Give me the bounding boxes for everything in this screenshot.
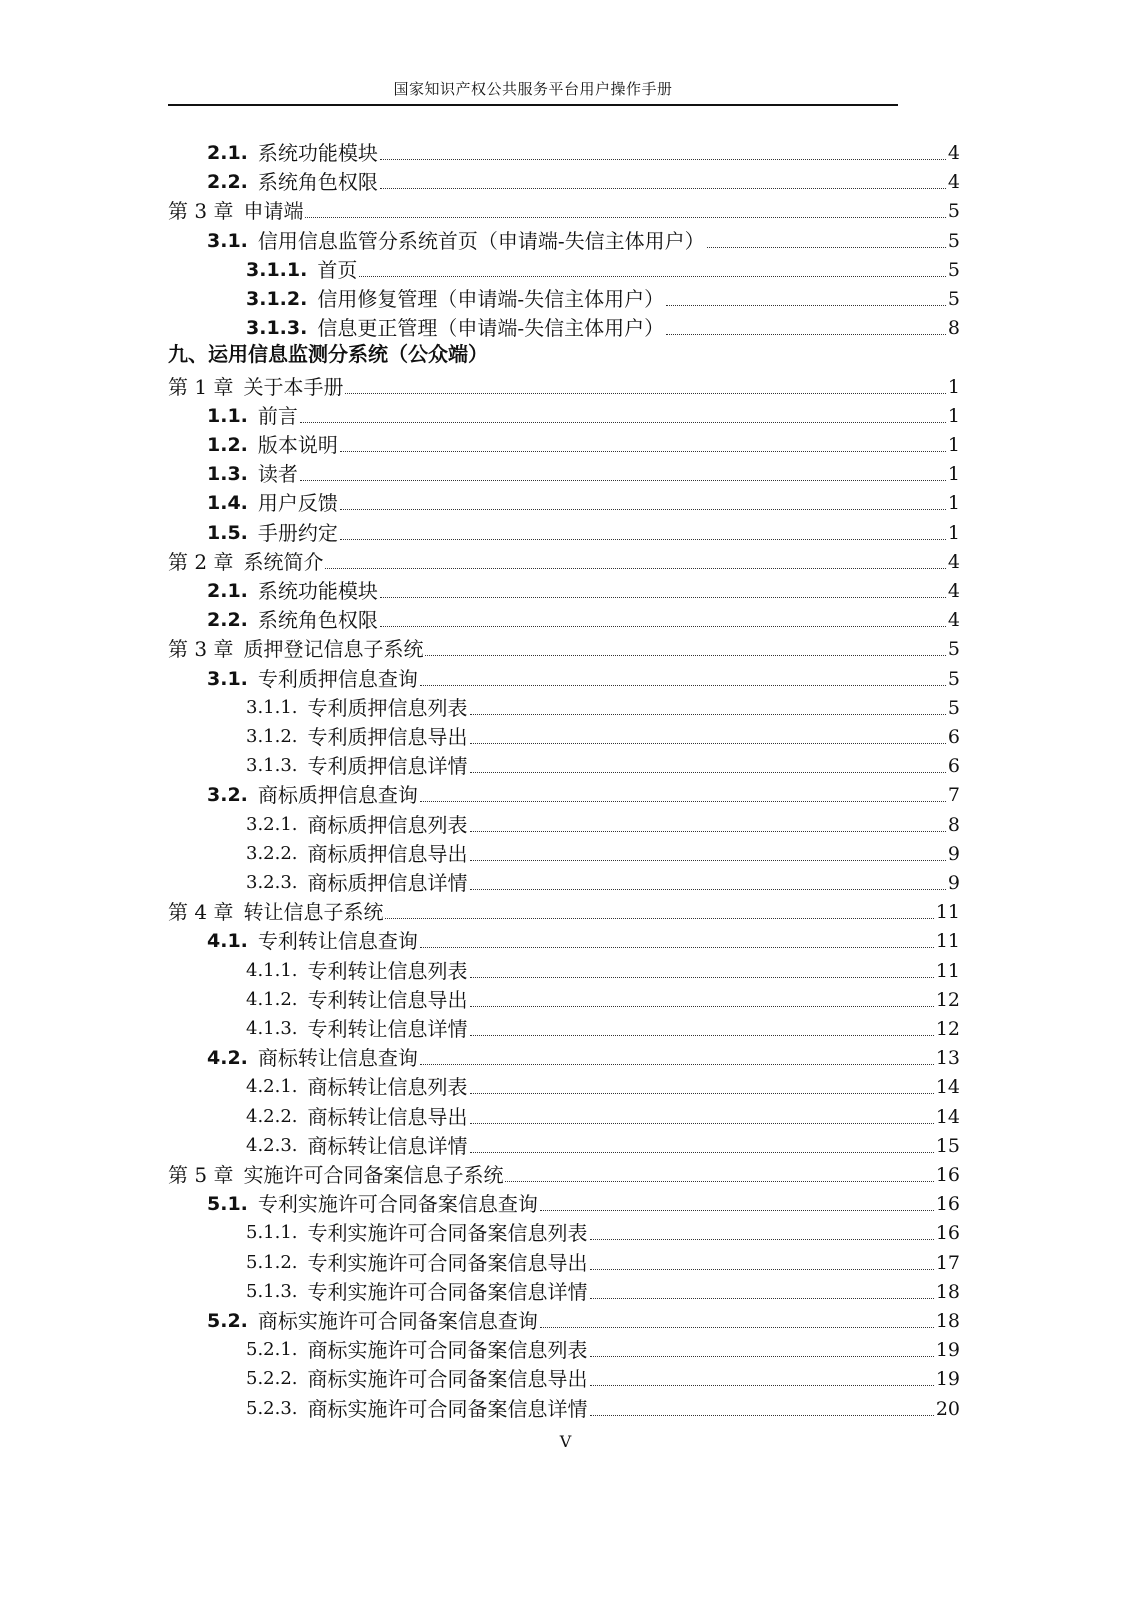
- toc-entry[interactable]: [246, 1246, 960, 1275]
- toc-dot-leader: [420, 685, 946, 686]
- toc-entry-title: 商标质押信息导出: [307, 841, 468, 866]
- toc-entry-page: 9: [947, 872, 960, 894]
- toc-entry-number: 4.2.3.: [246, 1134, 298, 1156]
- toc-dot-leader: [340, 539, 946, 540]
- toc-dot-leader: [385, 918, 933, 919]
- toc-entry[interactable]: [246, 1362, 960, 1391]
- toc-entry-page: 1: [947, 521, 960, 544]
- toc-dot-leader: [305, 217, 945, 218]
- toc-entry-number: 3.1.1.: [246, 696, 298, 718]
- toc-dot-leader: [300, 422, 946, 423]
- toc-entry-number: 3.1.1.: [246, 258, 308, 281]
- toc-dot-leader: [707, 247, 946, 248]
- toc-entry[interactable]: [246, 808, 960, 837]
- toc-entry-title: 实施许可合同备案信息子系统: [243, 1163, 504, 1187]
- toc-entry-page: 5: [947, 638, 960, 661]
- toc-entry-page: 13: [935, 1047, 960, 1070]
- toc-entry[interactable]: [207, 924, 960, 953]
- page-header: 国家知识产权公共服务平台用户操作手册: [393, 80, 673, 98]
- toc-entry-number: 5.1.1.: [246, 1222, 298, 1244]
- toc-entry-number: 4.1.: [207, 930, 248, 953]
- toc-entry-page: 4: [947, 609, 960, 632]
- toc-entry-title: 信用修复管理（申请端-失信主体用户）: [317, 287, 665, 311]
- toc-entry-page: 16: [935, 1164, 960, 1186]
- toc-entry[interactable]: [207, 428, 960, 457]
- toc-entry[interactable]: [246, 983, 960, 1012]
- toc-entry-title: 系统角色权限: [257, 608, 378, 633]
- page-number: V: [559, 1432, 572, 1451]
- toc-entry-page: 1: [947, 463, 960, 486]
- toc-dot-leader: [590, 1298, 934, 1299]
- toc-dot-leader: [470, 1152, 934, 1153]
- toc-entry-number: 2.1.: [207, 580, 248, 602]
- toc-entry[interactable]: [207, 662, 960, 691]
- toc-entry-number: 2.1.: [207, 142, 248, 164]
- toc-entry-page: 1: [947, 492, 960, 515]
- toc-entry[interactable]: [207, 224, 960, 253]
- toc-entry-page: 5: [947, 200, 960, 223]
- toc-entry[interactable]: [246, 1012, 960, 1041]
- toc-entry[interactable]: [207, 165, 960, 194]
- toc-entry-page: 11: [935, 901, 960, 924]
- toc-entry-page: 15: [935, 1134, 960, 1157]
- toc-entry-title: 系统角色权限: [257, 170, 378, 195]
- toc-entry-number: 1.2.: [207, 434, 248, 456]
- toc-entry-number: 5.2.2.: [246, 1368, 298, 1390]
- toc-entry-page: 1: [947, 404, 960, 427]
- toc-entry-title: 专利转让信息列表: [307, 958, 468, 983]
- toc-entry-number: 3.2.: [207, 784, 248, 807]
- toc-entry-page: 4: [947, 171, 960, 194]
- toc-entry-number: 4.2.1.: [246, 1076, 298, 1098]
- toc-entry-number: 3.1.2.: [246, 288, 308, 310]
- toc-entry-number: 3.1.2.: [246, 726, 298, 747]
- toc-entry-number: 1.1.: [207, 404, 248, 427]
- toc-entry-number: 第 4 章: [168, 900, 234, 925]
- toc-entry-title: 信息更正管理（申请端-失信主体用户）: [317, 316, 665, 341]
- toc-entry-number: 5.2.1.: [246, 1339, 298, 1361]
- toc-entry-title: 商标实施许可合同备案信息导出: [307, 1367, 588, 1392]
- header-rule: [168, 104, 898, 106]
- toc-entry[interactable]: [246, 253, 960, 282]
- toc-entry-page: 16: [935, 1193, 960, 1216]
- toc-entry-title: 专利质押信息详情: [307, 754, 468, 779]
- toc-dot-leader: [425, 655, 945, 656]
- toc-entry-number: 第 3 章: [168, 199, 234, 224]
- toc-entry-title: 商标转让信息详情: [307, 1133, 468, 1158]
- toc-dot-leader: [666, 334, 946, 335]
- toc-entry-page: 4: [947, 580, 960, 602]
- toc-entry-page: 16: [935, 1222, 960, 1245]
- toc-entry[interactable]: [207, 1041, 960, 1070]
- toc-entry[interactable]: [246, 1275, 960, 1304]
- toc-entry[interactable]: [168, 1158, 960, 1187]
- toc-entry-number: 2.2.: [207, 609, 248, 632]
- toc-dot-leader: [470, 860, 946, 861]
- toc-entry-number: 3.1.3.: [246, 317, 308, 340]
- toc-entry-page: 1: [947, 375, 960, 398]
- toc-entry-number: 3.1.: [207, 229, 248, 252]
- toc-dot-leader: [345, 393, 945, 394]
- toc-entry[interactable]: [207, 778, 960, 807]
- toc-entry[interactable]: [246, 282, 960, 311]
- toc-entry-title: 商标实施许可合同备案信息详情: [307, 1396, 588, 1421]
- toc-entry[interactable]: [207, 603, 960, 632]
- toc-entry[interactable]: [246, 1216, 960, 1245]
- toc-entry[interactable]: [168, 545, 960, 574]
- toc-entry[interactable]: [246, 1070, 960, 1099]
- toc-dot-leader: [380, 626, 946, 627]
- toc-entry-title: 手册约定: [257, 520, 338, 545]
- section-heading: 九、运用信息监测分系统（公众端）: [168, 342, 488, 367]
- toc-entry-title: 商标质押信息详情: [307, 871, 468, 895]
- toc-entry-number: 第 1 章: [168, 374, 234, 399]
- toc-entry-number: 4.2.2.: [246, 1105, 298, 1127]
- toc-dot-leader: [470, 743, 946, 744]
- toc-entry-title: 版本说明: [257, 433, 338, 457]
- toc-entry-number: 5.1.3.: [246, 1280, 298, 1302]
- toc-entry-title: 专利转让信息详情: [307, 1017, 468, 1041]
- toc-entry[interactable]: [246, 749, 960, 778]
- toc-dot-leader: [470, 1123, 934, 1124]
- toc-entry[interactable]: [246, 837, 960, 866]
- toc-entry-number: 第 2 章: [168, 549, 234, 574]
- toc-entry[interactable]: [207, 1187, 960, 1216]
- toc-dot-leader: [470, 889, 946, 890]
- toc-entry-page: 20: [935, 1397, 960, 1420]
- toc-entry-page: 5: [947, 696, 960, 719]
- toc-dot-leader: [590, 1239, 934, 1240]
- toc-entry-number: 1.3.: [207, 463, 248, 486]
- toc-entry-title: 商标质押信息列表: [307, 812, 468, 837]
- toc-entry-page: 18: [935, 1310, 960, 1332]
- toc-entry-number: 3.1.3.: [246, 755, 298, 777]
- toc-entry-page: 19: [935, 1339, 960, 1362]
- toc-entry-number: 5.1.: [207, 1193, 248, 1216]
- toc-entry-title: 专利质押信息查询: [257, 666, 418, 691]
- toc-entry-title: 系统功能模块: [257, 579, 378, 603]
- toc-entry-number: 2.2.: [207, 171, 248, 194]
- toc-entry-title: 专利转让信息导出: [307, 987, 468, 1012]
- toc-dot-leader: [540, 1210, 934, 1211]
- toc-entry[interactable]: [207, 399, 960, 428]
- toc-entry-title: 专利转让信息查询: [257, 929, 418, 954]
- toc-entry-page: 5: [947, 229, 960, 252]
- toc-entry-page: 11: [935, 930, 960, 953]
- toc-entry-page: 14: [935, 1105, 960, 1128]
- toc-entry[interactable]: [168, 632, 960, 661]
- toc-entry[interactable]: [246, 1392, 960, 1421]
- toc-entry-title: 商标实施许可合同备案信息查询: [257, 1309, 538, 1333]
- toc-dot-leader: [470, 1006, 934, 1007]
- toc-entry-number: 5.2.: [207, 1310, 248, 1332]
- toc-entry-page: 4: [947, 142, 960, 164]
- toc-dot-leader: [380, 188, 946, 189]
- toc-entry[interactable]: [207, 457, 960, 486]
- toc-entry-title: 专利实施许可合同备案信息列表: [307, 1221, 588, 1246]
- toc-entry-number: 3.2.3.: [246, 872, 298, 893]
- toc-entry[interactable]: [168, 194, 960, 223]
- toc-dot-leader: [470, 1035, 934, 1036]
- toc-entry-number: 3.2.2.: [246, 842, 298, 864]
- toc-entry[interactable]: [207, 1304, 960, 1333]
- toc-entry[interactable]: [246, 1333, 960, 1362]
- toc-entry-title: 信用信息监管分系统首页（申请端-失信主体用户）: [257, 228, 705, 253]
- toc-entry[interactable]: [246, 954, 960, 983]
- toc-entry-page: 6: [947, 726, 960, 748]
- toc-dot-leader: [590, 1415, 934, 1416]
- toc-dot-leader: [590, 1269, 934, 1270]
- toc-dot-leader: [540, 1327, 934, 1328]
- toc-dot-leader: [325, 568, 945, 569]
- toc-entry-page: 5: [947, 258, 960, 281]
- toc-dot-leader: [340, 509, 946, 510]
- toc-entry[interactable]: [246, 866, 960, 895]
- toc-dot-leader: [420, 947, 934, 948]
- toc-entry-title: 前言: [257, 403, 298, 428]
- toc-entry[interactable]: [168, 895, 960, 924]
- toc-entry-title: 系统简介: [243, 549, 324, 574]
- toc-entry-page: 7: [947, 784, 960, 807]
- toc-dot-leader: [380, 597, 946, 598]
- toc-entry[interactable]: [207, 486, 960, 515]
- toc-dot-leader: [470, 1093, 934, 1094]
- toc-entry-page: 5: [947, 667, 960, 690]
- toc-entry-page: 8: [947, 813, 960, 836]
- toc-entry[interactable]: [207, 516, 960, 545]
- toc-entry-page: 9: [947, 842, 960, 865]
- toc-entry-title: 申请端: [243, 199, 304, 224]
- toc-entry-page: 18: [935, 1280, 960, 1303]
- toc-entry-title: 商标实施许可合同备案信息列表: [307, 1338, 588, 1363]
- toc-dot-leader: [359, 276, 946, 277]
- toc-entry[interactable]: [246, 311, 960, 340]
- toc-entry[interactable]: [207, 136, 960, 165]
- toc-entry-number: 1.4.: [207, 492, 248, 515]
- toc-entry-page: 1: [947, 434, 960, 456]
- toc-dot-leader: [590, 1385, 934, 1386]
- toc-entry-number: 4.1.3.: [246, 1018, 298, 1039]
- toc-entry-page: 12: [935, 1018, 960, 1040]
- toc-entry-title: 专利质押信息导出: [307, 725, 468, 749]
- toc-entry-number: 第 5 章: [168, 1163, 234, 1187]
- toc-entry-number: 4.1.2.: [246, 988, 298, 1010]
- toc-dot-leader: [380, 159, 946, 160]
- toc-entry-number: 1.5.: [207, 521, 248, 544]
- toc-dot-leader: [590, 1356, 934, 1357]
- toc-entry-page: 17: [935, 1251, 960, 1274]
- toc-entry-page: 19: [935, 1368, 960, 1391]
- toc-entry[interactable]: [246, 720, 960, 749]
- toc-entry-page: 5: [947, 288, 960, 310]
- toc-entry[interactable]: [246, 1100, 960, 1129]
- toc-entry-page: 6: [947, 755, 960, 778]
- toc-entry-page: 11: [935, 959, 960, 982]
- toc-entry-title: 商标转让信息导出: [307, 1104, 468, 1129]
- toc-entry-title: 读者: [257, 462, 298, 487]
- toc-entry-page: 14: [935, 1076, 960, 1099]
- toc-entry-title: 系统功能模块: [257, 141, 378, 165]
- toc-entry-number: 3.1.: [207, 667, 248, 690]
- toc-entry[interactable]: [168, 370, 960, 399]
- toc-entry-page: 8: [947, 317, 960, 340]
- toc-dot-leader: [340, 451, 946, 452]
- toc-entry-title: 质押登记信息子系统: [243, 637, 424, 662]
- toc-entry-number: 3.2.1.: [246, 813, 298, 835]
- toc-entry[interactable]: [246, 1129, 960, 1158]
- toc-entry-page: 12: [935, 988, 960, 1011]
- toc-dot-leader: [470, 831, 946, 832]
- toc-dot-leader: [420, 1064, 934, 1065]
- toc-dot-leader: [300, 480, 946, 481]
- toc-dot-leader: [420, 801, 946, 802]
- toc-entry-number: 5.1.2.: [246, 1251, 298, 1273]
- toc-entry-title: 专利实施许可合同备案信息查询: [257, 1192, 538, 1217]
- toc-dot-leader: [505, 1181, 933, 1182]
- toc-entry-title: 商标质押信息查询: [257, 783, 418, 808]
- toc-entry-title: 商标转让信息列表: [307, 1075, 468, 1100]
- toc-entry-title: 首页: [317, 257, 358, 282]
- toc-entry[interactable]: [207, 574, 960, 603]
- toc-entry-number: 4.2.: [207, 1047, 248, 1070]
- toc-entry-title: 专利质押信息列表: [307, 695, 468, 720]
- toc-entry-title: 专利实施许可合同备案信息导出: [307, 1250, 588, 1275]
- toc-entry-number: 5.2.3.: [246, 1397, 298, 1419]
- toc-entry-number: 第 3 章: [168, 637, 234, 662]
- toc-dot-leader: [470, 772, 946, 773]
- toc-dot-leader: [666, 305, 946, 306]
- toc-entry-title: 专利实施许可合同备案信息详情: [307, 1279, 588, 1304]
- toc-dot-leader: [470, 714, 946, 715]
- toc-entry-title: 转让信息子系统: [243, 900, 384, 925]
- toc-entry-number: 4.1.1.: [246, 959, 298, 981]
- toc-dot-leader: [470, 977, 934, 978]
- toc-entry-page: 4: [947, 550, 960, 573]
- toc-entry[interactable]: [246, 691, 960, 720]
- toc-entry-title: 商标转让信息查询: [257, 1046, 418, 1071]
- toc-entry-title: 关于本手册: [243, 374, 344, 399]
- toc-entry-title: 用户反馈: [257, 491, 338, 516]
